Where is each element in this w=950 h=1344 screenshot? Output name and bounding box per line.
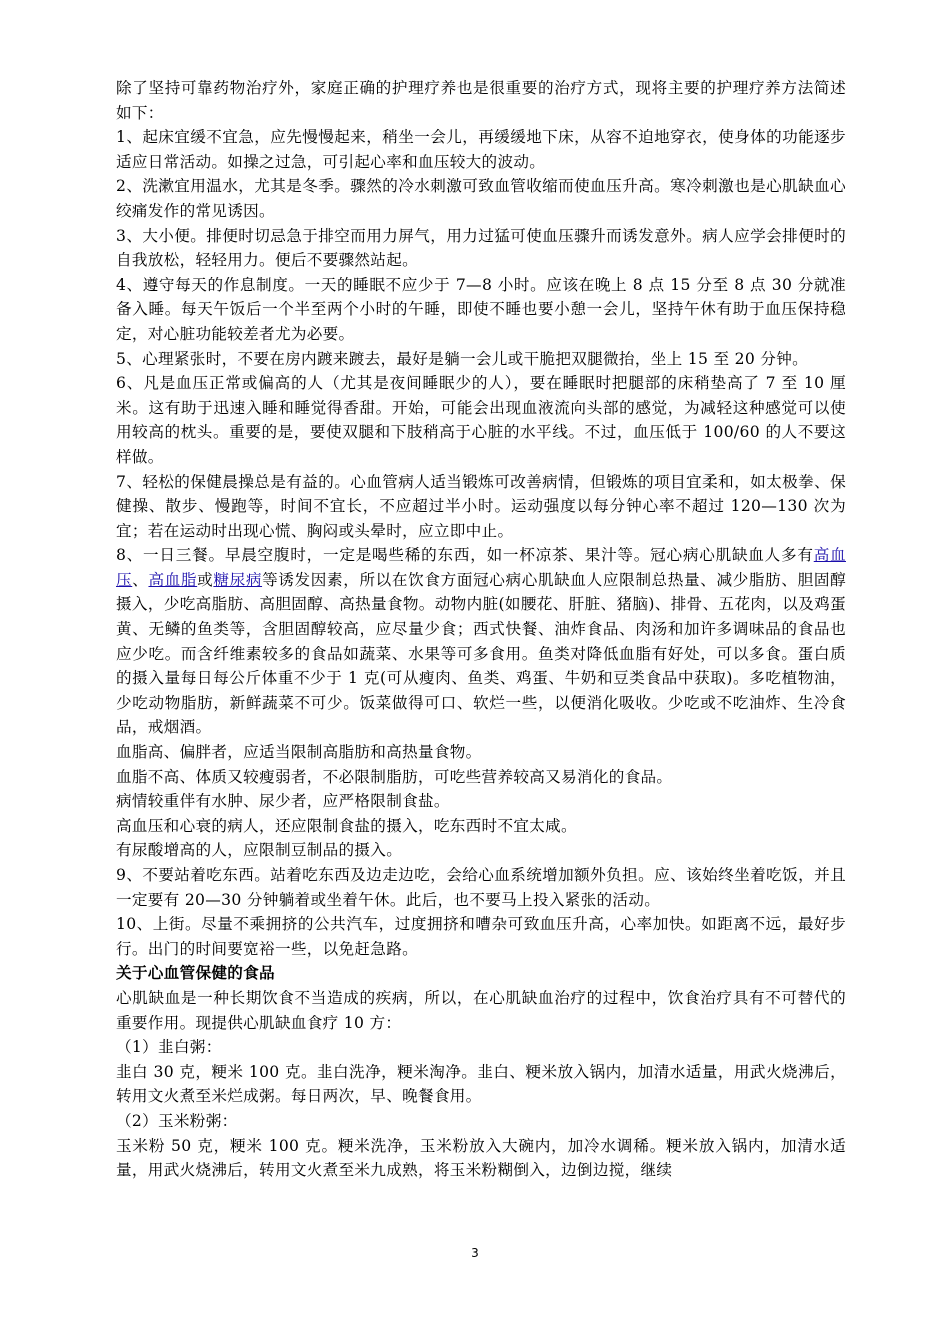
- care-item-3: 3、大小便。排便时切忌急于排空而用力屏气，用力过猛可使血压骤升而诱发意外。病人应学会排便时的自我放松，轻轻用力。便后不要骤然站起。: [116, 226, 846, 270]
- section-heading: 关于心血管保健的食品: [116, 963, 275, 983]
- diet-note-5: 有尿酸增高的人，应限制豆制品的摄入。: [116, 841, 403, 860]
- care-item-1: 1、起床宜缓不宜急，应先慢慢起来，稍坐一会儿，再缓缓地下床，从容不迫地穿衣，使身体的功能逐步适应日常活动。如操之过急，可引起心率和血压较大的波动。: [116, 128, 846, 171]
- care-item-8: [116, 543, 846, 740]
- recipe-1-body: 韭白 30 克，粳米 100 克。韭白洗净，粳米淘净。韭白、粳米放入锅内，加清水适量，用武火烧沸后，转用文火煮至米烂成粥。每日两次，早、晚餐食用。: [116, 1062, 846, 1106]
- link-hypertension[interactable]: 高血压: [116, 546, 846, 589]
- diet-note-2: 血脂不高、体质又较瘦弱者，不必限制脂肪，可吃些营养较高又易消化的食品。: [116, 767, 673, 786]
- care-item-10: 10、上街。尽量不乘拥挤的公共汽车，过度拥挤和嘈杂可致血压升高，心率加快。如距离不远，最好步行。出门的时间要宽裕一些，以免赶急路。: [116, 915, 846, 958]
- care-item-8-before: 8、一日三餐。早晨空腹时，一定是喝些稀的东西，如一杯凉茶、果汁等。冠心病心肌缺血人多有: [116, 546, 814, 565]
- diet-note-4: 高血压和心衰的病人，还应限制食盐的摄入，吃东西时不宜太咸。: [116, 816, 577, 835]
- care-item-4: 4、遵守每天的作息制度。一天的睡眠不应少于 7—8 小时。应该在晚上 8 点 15 分至 8 点 30 分就准备入睡。每天午饭后一个半至两个小时的午睡，即使不睡也要小憩一会儿，坚持午休有助于血压保持稳定，对心脏功能较差者尤为必要。: [116, 275, 846, 343]
- care-item-9: 9、不要站着吃东西。站着吃东西及边走边吃，会给心血系统增加额外负担。应、该始终坐着吃饭，并且一定要有 20—30 分钟躺着或坐着午休。此后，也不要马上投入紧张的活动。: [116, 866, 846, 909]
- document-body: [116, 76, 846, 1183]
- diet-note-3: 病情较重伴有水肿、尿少者，应严格限制食盐。: [116, 792, 450, 811]
- care-item-7: 7、轻松的保健晨操总是有益的。心血管病人适当锻炼可改善病情，但锻炼的项目宜柔和，如太极拳、保健操、散步、慢跑等，时间不宜长，不应超过半小时。运动强度以每分钟心率不超过 120—130 次为宜；若在运动时出现心慌、胸闷或头晕时，应立即中止。: [116, 472, 846, 540]
- care-item-8-after: 等诱发因素，所以在饮食方面冠心病心肌缺血人应限制总热量、减少脂肪、胆固醇摄入，少吃高脂肪、高胆固醇、高热量食物。动物内脏(如腰花、肝脏、猪脑)、排骨、五花肉，以及鸡蛋黄、无鳞的鱼类等，含胆固醇较高，应尽量少食；西式快餐、油炸食品、肉汤和加许多调味品的食品也应少吃。而含纤维素较多的食品如蔬菜、水果等可多食用。鱼类对降低血脂有好处，可以多食。蛋白质的摄入量每日每公斤体重不少于 1 克(可从瘦肉、鱼类、鸡蛋、牛奶和豆类食品中获取)。多吃植物油，少吃动物脂肪，新鲜蔬菜不可少。饭菜做得可口、软烂一些，以便消化吸收。少吃或不吃油炸、生冷食品，戒烟酒。: [116, 570, 846, 737]
- recipe-2-title: （2）玉米粉粥：: [116, 1111, 238, 1130]
- link-diabetes[interactable]: 糖尿病: [213, 570, 263, 589]
- section-intro: 心肌缺血是一种长期饮食不当造成的疾病，所以，在心肌缺血治疗的过程中，饮食治疗具有不可替代的重要作用。现提供心肌缺血食疗 10 方：: [116, 988, 846, 1032]
- care-item-2: 2、洗漱宜用温水，尤其是冬季。骤然的冷水刺激可致血管收缩而使血压升高。寒冷刺激也是心肌缺血心绞痛发作的常见诱因。: [116, 177, 846, 220]
- recipe-1-title: （1）韭白粥：: [116, 1038, 222, 1057]
- diet-note-1: 血脂高、偏胖者，应适当限制高脂肪和高热量食物。: [116, 743, 482, 762]
- care-item-6: 6、凡是血压正常或偏高的人（尤其是夜间睡眠少的人），要在睡眠时把腿部的床稍垫高了 7 至 10 厘米。这有助于迅速入睡和睡觉得香甜。开始，可能会出现血液流向头部的感觉，为减轻这种感觉可以使用较高的枕头。重要的是，要使双腿和下肢稍高于心脏的水平线。不过，血压低于 100/60 的人不要这样做。: [116, 374, 846, 466]
- link-hyperlipidemia[interactable]: 高血脂: [148, 570, 198, 589]
- intro-paragraph: 除了坚持可靠药物治疗外，家庭正确的护理疗养也是很重要的治疗方式，现将主要的护理疗养方法简述如下：: [116, 79, 846, 122]
- care-item-8-sep1: 、: [132, 570, 149, 589]
- recipe-2-body: 玉米粉 50 克，粳米 100 克。粳米洗净，玉米粉放入大碗内，加冷水调稀。粳米放入锅内，加清水适量，用武火烧沸后，转用文火煮至米九成熟，将玉米粉糊倒入，边倒边搅，继续: [116, 1136, 846, 1180]
- care-item-8-sep2: 或: [197, 570, 214, 589]
- page-number: 3: [471, 1246, 479, 1260]
- care-item-5: 5、心理紧张时，不要在房内踱来踱去，最好是躺一会儿或干脆把双腿微抬，坐上 15 至 20 分钟。: [116, 349, 808, 368]
